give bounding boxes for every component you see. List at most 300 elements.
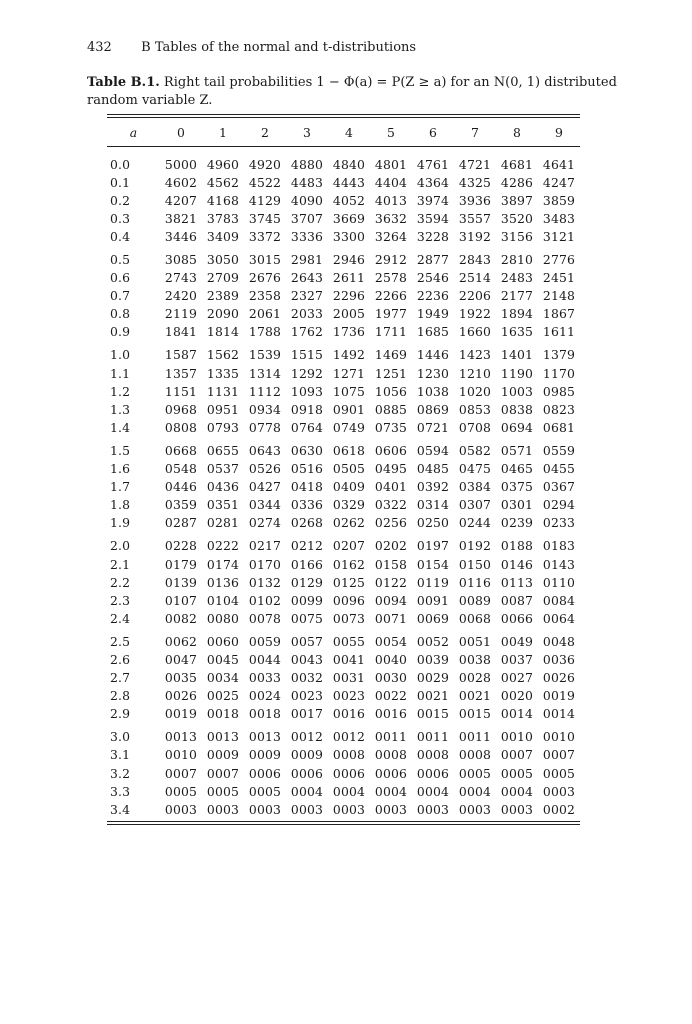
probability-cell: 3974 xyxy=(416,192,450,208)
probability-cell: 0594 xyxy=(416,442,450,458)
table-row xyxy=(107,746,580,764)
probability-cell: 0003 xyxy=(458,801,492,817)
probability-cell: 0066 xyxy=(500,610,534,626)
probability-cell: 1515 xyxy=(290,347,324,363)
table-row xyxy=(107,364,580,382)
probability-cell: 0017 xyxy=(290,706,324,722)
probability-cell: 0006 xyxy=(374,765,408,781)
probability-cell: 0006 xyxy=(290,765,324,781)
probability-cell: 1314 xyxy=(248,365,282,381)
probability-cell: 0694 xyxy=(500,419,534,435)
table-row xyxy=(107,250,580,268)
probability-cell: 0281 xyxy=(206,515,240,531)
probability-cell: 0068 xyxy=(458,610,492,626)
probability-cell: 0392 xyxy=(416,479,450,495)
probability-cell: 0154 xyxy=(416,556,450,572)
probability-cell: 0823 xyxy=(542,401,576,417)
table-row xyxy=(107,305,580,323)
probability-cell: 0918 xyxy=(290,401,324,417)
table-row xyxy=(107,537,580,555)
probability-cell: 0951 xyxy=(206,401,240,417)
probability-cell: 0044 xyxy=(248,651,282,667)
probability-cell: 0125 xyxy=(332,574,366,590)
probability-cell: 0005 xyxy=(248,783,282,799)
probability-cell: 4364 xyxy=(416,174,450,190)
probability-cell: 0307 xyxy=(458,497,492,513)
table-row xyxy=(107,155,580,173)
probability-cell: 0582 xyxy=(458,442,492,458)
probability-cell: 0119 xyxy=(416,574,450,590)
probability-cell: 0359 xyxy=(164,497,198,513)
probability-cell: 0207 xyxy=(332,538,366,554)
probability-cell: 0113 xyxy=(500,574,534,590)
probability-cell: 0048 xyxy=(542,633,576,649)
probability-cell: 0023 xyxy=(332,688,366,704)
probability-cell: 0003 xyxy=(416,801,450,817)
probability-cell: 3707 xyxy=(290,210,324,226)
column-header: 0 xyxy=(177,124,185,140)
row-header-a: a xyxy=(129,124,138,140)
probability-cell: 1685 xyxy=(416,324,450,340)
probability-cell: 0446 xyxy=(164,479,198,495)
probability-cell: 4247 xyxy=(542,174,576,190)
probability-cell: 0132 xyxy=(248,574,282,590)
probability-cell: 0089 xyxy=(458,592,492,608)
probability-cell: 0559 xyxy=(542,442,576,458)
probability-cell: 0007 xyxy=(206,765,240,781)
probability-cell: 0094 xyxy=(374,592,408,608)
block-spacer-cell xyxy=(107,147,580,155)
probability-cell: 0054 xyxy=(374,633,408,649)
probability-cell: 2177 xyxy=(500,288,534,304)
probability-cell: 4641 xyxy=(542,156,576,172)
caption-text: Right tail probabilities 1 − Φ(a) = P(Z ≥ a) for an N(0, 1) distributed random variable Z. xyxy=(87,75,617,108)
table-row xyxy=(107,782,580,800)
probability-cell: 0003 xyxy=(374,801,408,817)
row-a-value: 2.9 xyxy=(110,706,131,722)
column-header: 5 xyxy=(387,124,395,140)
probability-cell: 1587 xyxy=(164,347,198,363)
probability-cell: 0052 xyxy=(416,633,450,649)
probability-cell: 2090 xyxy=(206,306,240,322)
probability-cell: 2946 xyxy=(332,252,366,268)
probability-cell: 4880 xyxy=(290,156,324,172)
probability-cell: 2981 xyxy=(290,252,324,268)
probability-cell: 0004 xyxy=(416,783,450,799)
probability-cell: 0256 xyxy=(374,515,408,531)
table-row xyxy=(107,687,580,705)
probability-cell: 0073 xyxy=(332,610,366,626)
table-row xyxy=(107,323,580,341)
row-a-value: 0.9 xyxy=(110,324,131,340)
probability-cell: 0274 xyxy=(248,515,282,531)
probability-cell: 0853 xyxy=(458,401,492,417)
probability-cell: 4721 xyxy=(458,156,492,172)
probability-cell: 0059 xyxy=(248,633,282,649)
probability-cell: 4052 xyxy=(332,192,366,208)
row-a-value: 1.9 xyxy=(110,515,131,531)
probability-cell: 1562 xyxy=(206,347,240,363)
probability-cell: 1075 xyxy=(332,383,366,399)
probability-cell: 0020 xyxy=(500,688,534,704)
probability-cell: 4404 xyxy=(374,174,408,190)
probability-cell: 1660 xyxy=(458,324,492,340)
probability-cell: 3409 xyxy=(206,228,240,244)
column-header: 8 xyxy=(513,124,521,140)
probability-cell: 0033 xyxy=(248,670,282,686)
probability-cell: 0011 xyxy=(374,729,408,745)
row-a-value: 2.7 xyxy=(110,670,131,686)
probability-cell: 0084 xyxy=(542,592,576,608)
probability-cell: 1292 xyxy=(290,365,324,381)
probability-cell: 3121 xyxy=(542,228,576,244)
table-row xyxy=(107,591,580,609)
table-row xyxy=(107,764,580,782)
probability-cell: 0003 xyxy=(500,801,534,817)
probability-cell: 0188 xyxy=(500,538,534,554)
probability-cell: 0007 xyxy=(164,765,198,781)
probability-cell: 0537 xyxy=(206,461,240,477)
table-row xyxy=(107,609,580,627)
probability-cell: 0166 xyxy=(290,556,324,572)
probability-cell: 0023 xyxy=(290,688,324,704)
probability-cell: 0005 xyxy=(542,765,576,781)
probability-cell: 2843 xyxy=(458,252,492,268)
probability-cell: 1635 xyxy=(500,324,534,340)
probability-cell: 3897 xyxy=(500,192,534,208)
probability-cell: 0014 xyxy=(500,706,534,722)
probability-cell: 2266 xyxy=(374,288,408,304)
probability-cell: 0038 xyxy=(458,651,492,667)
probability-cell: 2389 xyxy=(206,288,240,304)
probability-cell: 0344 xyxy=(248,497,282,513)
probability-cell: 1611 xyxy=(542,324,576,340)
probability-cell: 3156 xyxy=(500,228,534,244)
probability-cell: 0037 xyxy=(500,651,534,667)
probability-cell: 0043 xyxy=(290,651,324,667)
probability-cell: 0418 xyxy=(290,479,324,495)
probability-cell: 0026 xyxy=(542,670,576,686)
probability-cell: 0778 xyxy=(248,419,282,435)
probability-cell: 0735 xyxy=(374,419,408,435)
probability-cell: 0749 xyxy=(332,419,366,435)
probability-cell: 1170 xyxy=(542,365,576,381)
probability-cell: 0336 xyxy=(290,497,324,513)
probability-cell: 0170 xyxy=(248,556,282,572)
probability-cell: 0032 xyxy=(290,670,324,686)
column-header: 9 xyxy=(555,124,563,140)
probability-cell: 0005 xyxy=(206,783,240,799)
row-a-value: 0.5 xyxy=(110,252,131,268)
probability-cell: 0013 xyxy=(206,729,240,745)
probability-cell: 0064 xyxy=(542,610,576,626)
probability-cell: 1020 xyxy=(458,383,492,399)
probability-cell: 0062 xyxy=(164,633,198,649)
probability-cell: 0202 xyxy=(374,538,408,554)
probability-cell: 3336 xyxy=(290,228,324,244)
probability-cell: 0287 xyxy=(164,515,198,531)
probability-cell: 0011 xyxy=(416,729,450,745)
probability-cell: 1711 xyxy=(374,324,408,340)
probability-cell: 0427 xyxy=(248,479,282,495)
table-row xyxy=(107,227,580,245)
row-a-value: 1.7 xyxy=(110,479,131,495)
probability-cell: 0003 xyxy=(290,801,324,817)
probability-cell: 0005 xyxy=(500,765,534,781)
probability-cell: 2327 xyxy=(290,288,324,304)
probability-cell: 0901 xyxy=(332,401,366,417)
probability-cell: 1131 xyxy=(206,383,240,399)
probability-cell: 1112 xyxy=(248,383,282,399)
probability-cell: 0294 xyxy=(542,497,576,513)
probability-cell: 0055 xyxy=(332,633,366,649)
probability-cell: 1949 xyxy=(416,306,450,322)
probability-cell: 3015 xyxy=(248,252,282,268)
row-a-value: 0.8 xyxy=(110,306,131,322)
probability-cell: 0031 xyxy=(332,670,366,686)
probability-cell: 0233 xyxy=(542,515,576,531)
running-head-title: B Tables of the normal and t-distributions xyxy=(141,40,417,55)
probability-cell: 3783 xyxy=(206,210,240,226)
probability-cell: 1469 xyxy=(374,347,408,363)
probability-cell: 2236 xyxy=(416,288,450,304)
probability-cell: 0003 xyxy=(248,801,282,817)
row-a-value: 1.1 xyxy=(110,365,131,381)
probability-cell: 5000 xyxy=(164,156,198,172)
probability-cell: 4013 xyxy=(374,192,408,208)
probability-cell: 0004 xyxy=(374,783,408,799)
probability-cell: 0301 xyxy=(500,497,534,513)
probability-cell: 0004 xyxy=(500,783,534,799)
probability-cell: 2033 xyxy=(290,306,324,322)
row-a-value: 2.4 xyxy=(110,610,131,626)
probability-cell: 0668 xyxy=(164,442,198,458)
row-a-value: 0.6 xyxy=(110,270,131,286)
probability-cell: 0968 xyxy=(164,401,198,417)
column-header: 3 xyxy=(303,124,311,140)
row-a-value: 2.5 xyxy=(110,633,131,649)
probability-cell: 0122 xyxy=(374,574,408,590)
probability-cell: 0384 xyxy=(458,479,492,495)
probability-cell: 0174 xyxy=(206,556,240,572)
probability-cell: 0002 xyxy=(542,801,576,817)
probability-cell: 0012 xyxy=(332,729,366,745)
probability-cell: 1814 xyxy=(206,324,240,340)
probability-cell: 3859 xyxy=(542,192,576,208)
page-number: 432 xyxy=(87,40,112,55)
probability-cell: 0028 xyxy=(458,670,492,686)
probability-cell: 0005 xyxy=(458,765,492,781)
probability-cell: 2119 xyxy=(164,306,198,322)
block-spacer xyxy=(107,147,580,155)
probability-cell: 0051 xyxy=(458,633,492,649)
probability-cell: 2358 xyxy=(248,288,282,304)
probability-cell: 3594 xyxy=(416,210,450,226)
probability-cell: 2578 xyxy=(374,270,408,286)
probability-cell: 0040 xyxy=(374,651,408,667)
probability-cell: 0014 xyxy=(542,706,576,722)
probability-cell: 0004 xyxy=(458,783,492,799)
probability-cell: 0606 xyxy=(374,442,408,458)
probability-cell: 0217 xyxy=(248,538,282,554)
probability-cell: 1151 xyxy=(164,383,198,399)
probability-cell: 0329 xyxy=(332,497,366,513)
probability-cell: 1539 xyxy=(248,347,282,363)
table-row xyxy=(107,573,580,591)
probability-cell: 1357 xyxy=(164,365,198,381)
probability-cell: 0222 xyxy=(206,538,240,554)
probability-cell: 3745 xyxy=(248,210,282,226)
row-a-value: 3.3 xyxy=(110,783,131,799)
probability-cell: 1446 xyxy=(416,347,450,363)
table-row xyxy=(107,441,580,459)
probability-cell: 0009 xyxy=(206,747,240,763)
probability-cell: 0012 xyxy=(290,729,324,745)
probability-cell: 0018 xyxy=(206,706,240,722)
probability-cell: 0075 xyxy=(290,610,324,626)
probability-cell: 3372 xyxy=(248,228,282,244)
probability-cell: 0192 xyxy=(458,538,492,554)
probability-cell: 1190 xyxy=(500,365,534,381)
row-a-value: 0.2 xyxy=(110,192,131,208)
probability-cell: 0078 xyxy=(248,610,282,626)
probability-cell: 0158 xyxy=(374,556,408,572)
probability-cell: 0004 xyxy=(332,783,366,799)
probability-cell: 0455 xyxy=(542,461,576,477)
probability-cell: 3936 xyxy=(458,192,492,208)
probability-cell: 3557 xyxy=(458,210,492,226)
row-a-value: 0.3 xyxy=(110,210,131,226)
probability-cell: 0026 xyxy=(164,688,198,704)
probability-cell: 0708 xyxy=(458,419,492,435)
probability-cell: 4602 xyxy=(164,174,198,190)
column-header: 6 xyxy=(429,124,437,140)
probability-cell: 4562 xyxy=(206,174,240,190)
probability-cell: 0016 xyxy=(374,706,408,722)
probability-cell: 0367 xyxy=(542,479,576,495)
probability-cell: 0146 xyxy=(500,556,534,572)
probability-cell: 0516 xyxy=(290,461,324,477)
probability-cell: 0197 xyxy=(416,538,450,554)
probability-cell: 0162 xyxy=(332,556,366,572)
probability-cell: 4681 xyxy=(500,156,534,172)
probability-cell: 0003 xyxy=(332,801,366,817)
probability-cell: 0107 xyxy=(164,592,198,608)
probability-cell: 0057 xyxy=(290,633,324,649)
probability-cell: 0003 xyxy=(542,783,576,799)
probability-cell: 0268 xyxy=(290,515,324,531)
probability-cell: 0039 xyxy=(416,651,450,667)
probability-cell: 3446 xyxy=(164,228,198,244)
probability-cell: 2148 xyxy=(542,288,576,304)
row-a-value: 3.2 xyxy=(110,765,131,781)
table-row xyxy=(107,800,580,818)
probability-cell: 0018 xyxy=(248,706,282,722)
probability-cell: 3669 xyxy=(332,210,366,226)
probability-cell: 0375 xyxy=(500,479,534,495)
probability-cell: 4483 xyxy=(290,174,324,190)
probability-cell: 0934 xyxy=(248,401,282,417)
table-row xyxy=(107,496,580,514)
table-row xyxy=(107,346,580,364)
probability-cell: 0082 xyxy=(164,610,198,626)
probability-cell: 0808 xyxy=(164,419,198,435)
probability-cell: 0681 xyxy=(542,419,576,435)
probability-cell: 0475 xyxy=(458,461,492,477)
probability-cell: 0136 xyxy=(206,574,240,590)
bottom-rule xyxy=(107,821,580,825)
row-a-value: 1.2 xyxy=(110,383,131,399)
probability-cell: 1401 xyxy=(500,347,534,363)
probability-cell: 0465 xyxy=(500,461,534,477)
probability-cell: 0008 xyxy=(332,747,366,763)
probability-cell: 0007 xyxy=(542,747,576,763)
probability-cell: 4325 xyxy=(458,174,492,190)
probability-cell: 0183 xyxy=(542,538,576,554)
table-row xyxy=(107,478,580,496)
probability-cell: 2709 xyxy=(206,270,240,286)
probability-cell: 3192 xyxy=(458,228,492,244)
probability-cell: 0013 xyxy=(164,729,198,745)
table-row xyxy=(107,555,580,573)
table-row xyxy=(107,287,580,305)
probability-cell: 0034 xyxy=(206,670,240,686)
probability-cell: 0505 xyxy=(332,461,366,477)
probability-cell: 0010 xyxy=(500,729,534,745)
probability-cell: 1093 xyxy=(290,383,324,399)
probability-cell: 0087 xyxy=(500,592,534,608)
probability-cell: 0045 xyxy=(206,651,240,667)
probability-cell: 4443 xyxy=(332,174,366,190)
probability-cell: 0006 xyxy=(248,765,282,781)
probability-cell: 2206 xyxy=(458,288,492,304)
probability-cell: 0548 xyxy=(164,461,198,477)
probability-cell: 2005 xyxy=(332,306,366,322)
row-a-value: 3.4 xyxy=(110,801,131,817)
probability-cell: 2483 xyxy=(500,270,534,286)
probability-cell: 4129 xyxy=(248,192,282,208)
probability-cell: 0022 xyxy=(374,688,408,704)
table-row xyxy=(107,382,580,400)
row-a-value: 0.4 xyxy=(110,228,131,244)
row-a-value: 1.5 xyxy=(110,442,131,458)
probability-cell: 0016 xyxy=(332,706,366,722)
caption-label: Table B.1. xyxy=(87,75,160,90)
probability-cell: 0099 xyxy=(290,592,324,608)
probability-cell: 0262 xyxy=(332,515,366,531)
probability-cell: 0003 xyxy=(164,801,198,817)
probability-cell: 2514 xyxy=(458,270,492,286)
table-caption xyxy=(87,74,617,110)
table-row xyxy=(107,650,580,668)
table-row xyxy=(107,418,580,436)
probability-cell: 2451 xyxy=(542,270,576,286)
probability-cell: 0003 xyxy=(206,801,240,817)
probability-cell: 0080 xyxy=(206,610,240,626)
row-a-value: 3.1 xyxy=(110,747,131,763)
probability-cell: 1056 xyxy=(374,383,408,399)
probability-cell: 0630 xyxy=(290,442,324,458)
probability-cell: 0027 xyxy=(500,670,534,686)
table-row xyxy=(107,632,580,650)
probability-cell: 4761 xyxy=(416,156,450,172)
probability-cell: 0102 xyxy=(248,592,282,608)
row-a-value: 1.4 xyxy=(110,419,131,435)
probability-cell: 0013 xyxy=(248,729,282,745)
probability-cell: 2743 xyxy=(164,270,198,286)
probability-cell: 0110 xyxy=(542,574,576,590)
probability-cell: 2877 xyxy=(416,252,450,268)
